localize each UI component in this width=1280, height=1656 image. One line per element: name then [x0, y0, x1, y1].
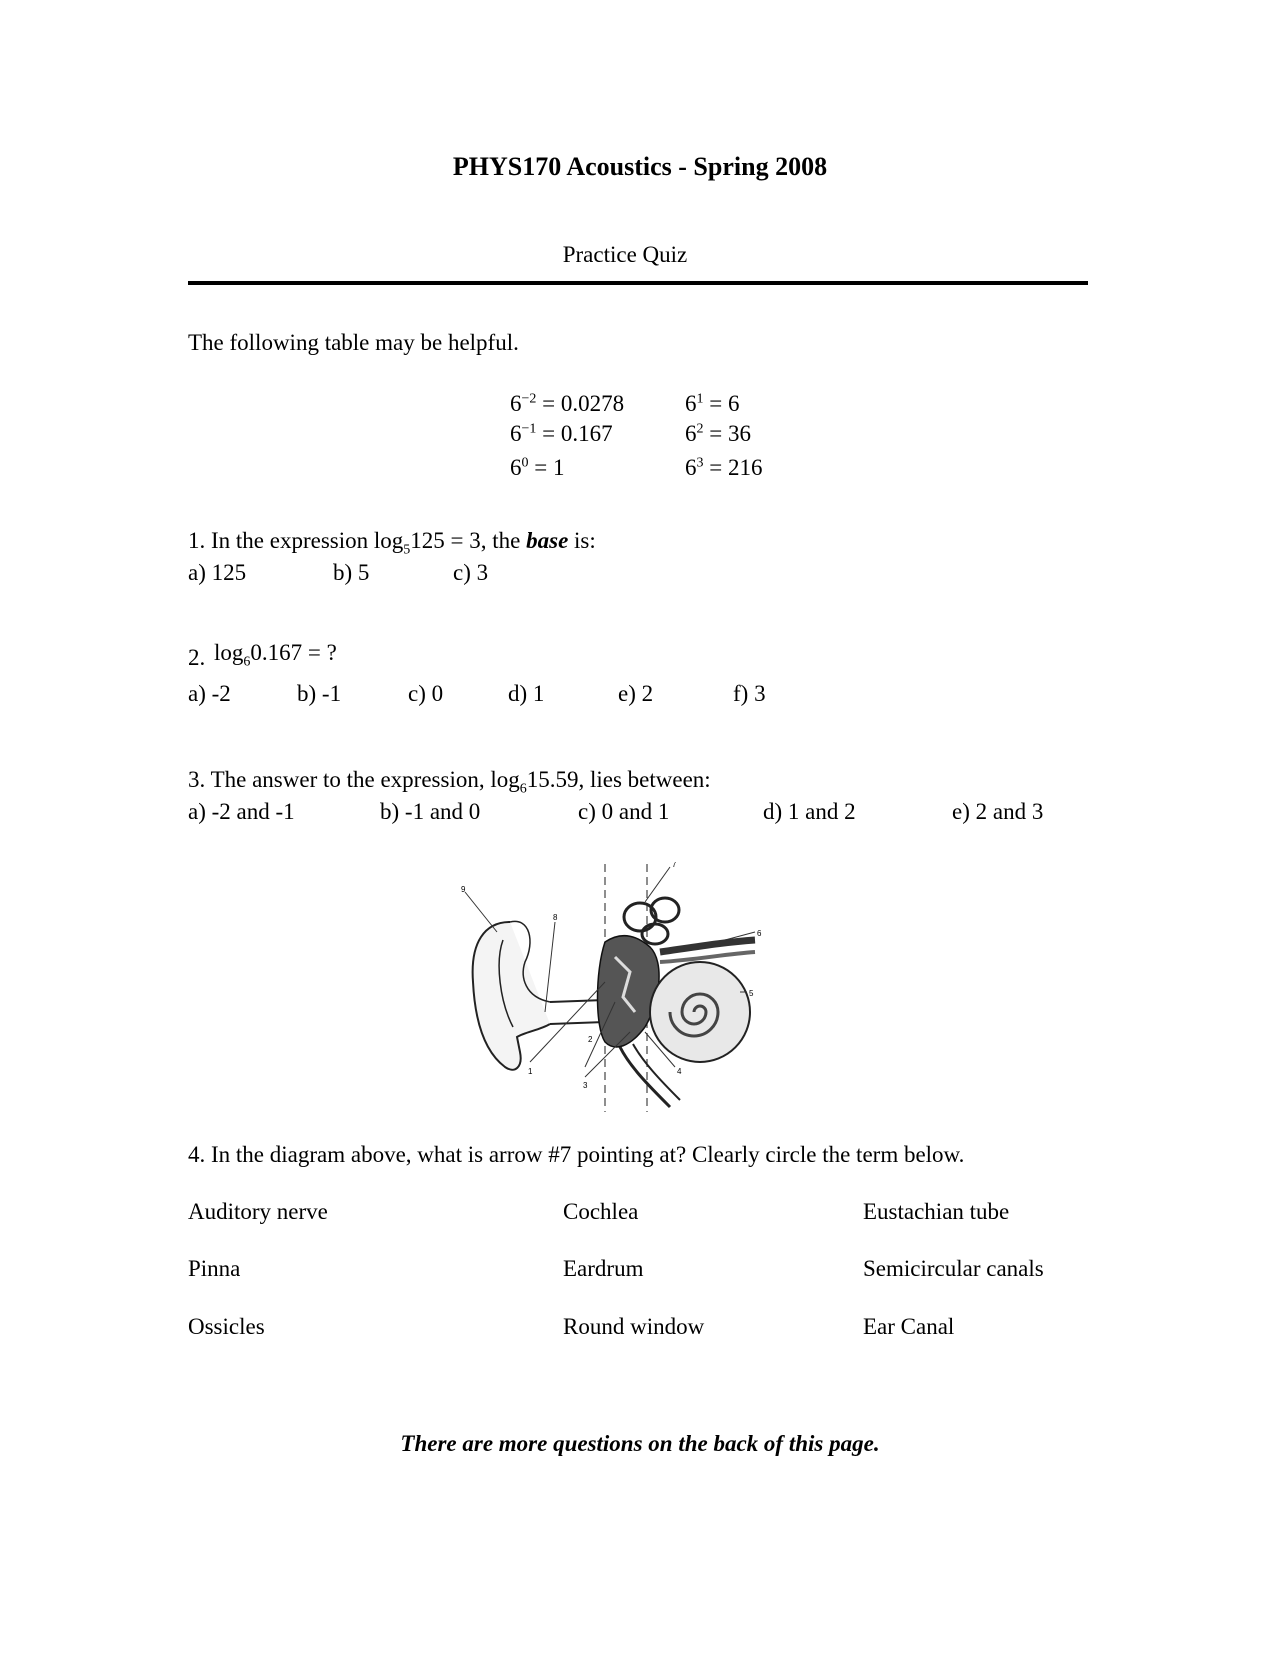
table-left-row: $6^0 = 1$ [510, 455, 565, 480]
q3-option: c) 0 and 1 [578, 799, 670, 824]
question-2-number: 2. [188, 645, 206, 670]
table-right-row: $6^3 = 216$ [685, 455, 763, 480]
ear-diagram [455, 862, 810, 1132]
q2-option: d) 1 [508, 681, 545, 706]
term-option: Round window [563, 1314, 705, 1339]
auditory-nerve [660, 940, 755, 952]
q1-option: a) 125 [188, 560, 247, 585]
question-3: 3. The answer to the expression, $\log_615.59$, lies between: [188, 767, 711, 797]
pointer-line [465, 892, 497, 932]
term-option: Cochlea [563, 1199, 639, 1224]
page-subtitle: Practice Quiz [562, 242, 688, 267]
q2-option: c) 0 [408, 681, 444, 706]
term-option: Semicircular canals [863, 1256, 1044, 1281]
table-left-row: $6^{-2} = 0.0278$ [510, 391, 625, 416]
table-right-row: $6^2 = 36$ [685, 421, 751, 446]
q3-option: d) 1 and 2 [763, 799, 856, 824]
diagram-label: 8 [553, 913, 558, 922]
cochlea-shell [650, 962, 750, 1062]
q3-option: a) -2 and -1 [188, 799, 295, 824]
pinna-shape [473, 922, 550, 1070]
semicircular-canal [642, 924, 668, 944]
question-2: $\log_60.167$ = ? [214, 640, 337, 670]
diagram-label: 3 [583, 1081, 588, 1090]
diagram-label: 4 [677, 1067, 682, 1076]
term-option: Pinna [188, 1256, 241, 1281]
auditory-nerve [660, 952, 755, 962]
term-option: Ear Canal [863, 1314, 955, 1339]
q2-option: f) 3 [733, 681, 766, 706]
diagram-label: 1 [528, 1067, 533, 1076]
q2-option: b) -1 [297, 681, 342, 706]
term-option: Eardrum [563, 1256, 644, 1281]
term-option: Ossicles [188, 1314, 265, 1339]
term-option: Auditory nerve [188, 1199, 328, 1224]
middle-ear [598, 936, 660, 1047]
question-4: 4. In the diagram above, what is arrow #7 pointing at? Clearly circle the term below. [188, 1142, 965, 1167]
title-rule [188, 281, 1088, 285]
q2-option: e) 2 [618, 681, 654, 706]
q2-option: a) -2 [188, 681, 231, 706]
question-1: 1. In the expression $\log_5125 = 3$, the base is: [188, 528, 596, 558]
intro-text: The following table may be helpful. [188, 330, 519, 355]
diagram-label: 7 [672, 862, 677, 869]
eustachian-tube [620, 1047, 670, 1107]
pointer-line [545, 922, 555, 1012]
q3-option: e) 2 and 3 [952, 799, 1044, 824]
q3-option: b) -1 and 0 [380, 799, 481, 824]
diagram-label: 2 [588, 1035, 593, 1044]
term-option: Eustachian tube [863, 1199, 1010, 1224]
table-left-row: $6^{-1} = 0.167$ [510, 421, 613, 446]
diagram-label: 9 [461, 885, 466, 894]
table-right-row: $6^1 = 6$ [685, 391, 740, 416]
footer-note: There are more questions on the back of this page. [400, 1431, 880, 1456]
page-title: PHYS170 Acoustics - Spring 2008 [452, 152, 828, 181]
q1-option: b) 5 [333, 560, 370, 585]
diagram-label: 6 [757, 929, 762, 938]
diagram-label: 5 [749, 989, 754, 998]
q1-option: c) 3 [453, 560, 489, 585]
